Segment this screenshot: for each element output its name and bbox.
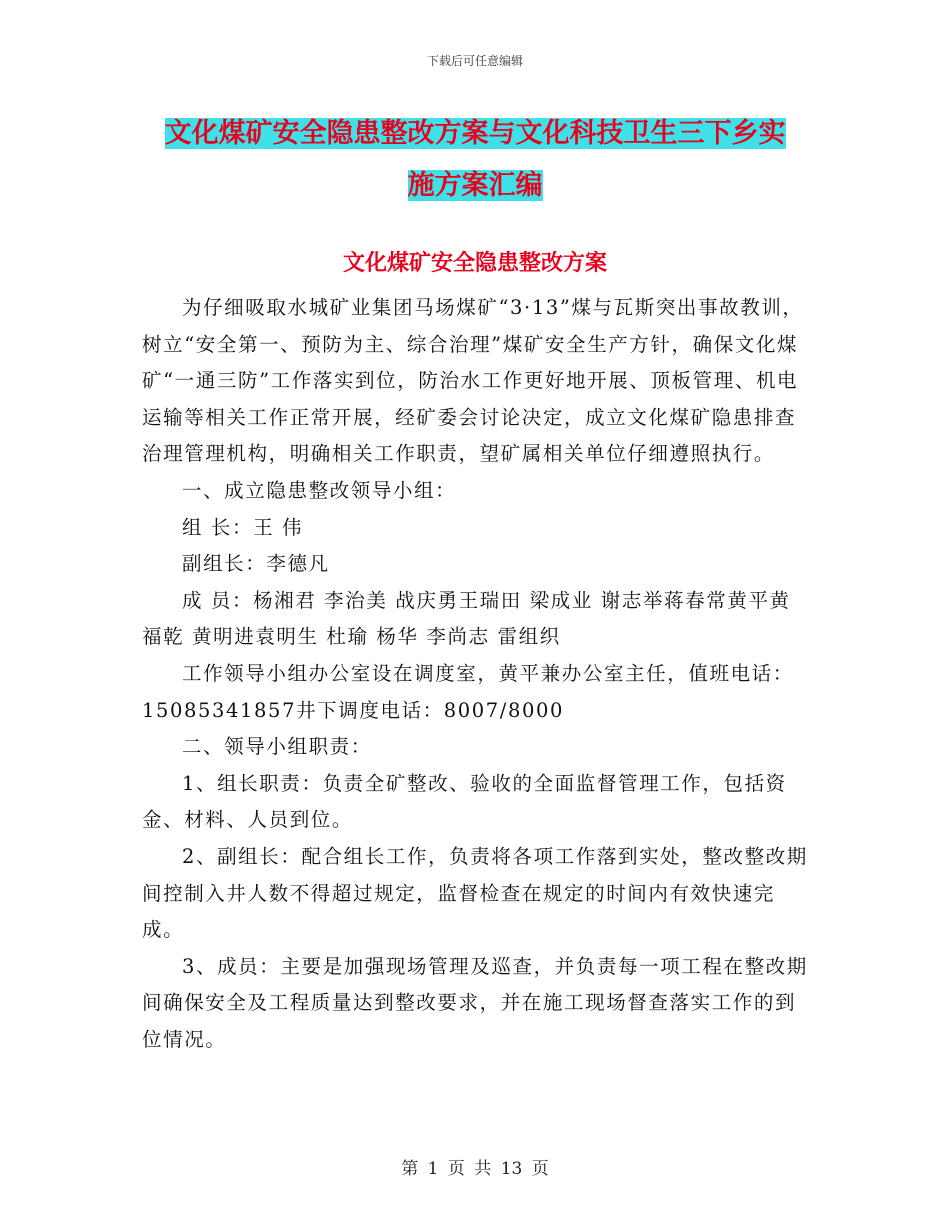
paragraph-duty-2: 2、副组长：配合组长工作，负责将各项工作落到实处，整改整改期间控制入井人数不得超过规定，监督检查在规定的时间内有效快速完成。 <box>142 844 808 942</box>
paragraph-duty-1: 1、组长职责：负责全矿整改、验收的全面监督管理工作，包括资金、材料、人员到位。 <box>142 771 787 832</box>
page-footer: 第 1 页 共 13 页 <box>401 1159 549 1179</box>
document-title <box>140 108 810 212</box>
document-title-line-1: 文化煤矿安全隐患整改方案与文化科技卫生三下乡实 <box>164 118 786 149</box>
paragraph-heading-1: 一、成立隐患整改领导小组： <box>181 478 457 502</box>
paragraph-members: 成 员：杨湘君 李治美 战庆勇王瑞田 梁成业 谢志举蒋春常黄平黄福乾 黄明进袁明生 杜瑜 杨华 李尚志 雷组织 <box>142 588 791 649</box>
page-header: 下载后可任意编辑 <box>426 54 523 68</box>
document-title-line-2: 施方案汇编 <box>407 170 543 201</box>
paragraph-deputy-leader: 副组长：李德凡 <box>181 552 330 576</box>
paragraph-intro: 为仔细吸取水城矿业集团马场煤矿“3·13”煤与瓦斯突出事故教训，树立“安全第一、预防为主、综合治理”煤矿安全生产方针，确保文化煤矿“一通三防”工作落实到位，防治水工作更好地开展、顶板管理、机电运输等相关工作正常开展，经矿委会讨论决定，成立文化煤矿隐患排查治理管理机构，明确相关工作职责，望矿属相关单位仔细遵照执行。 <box>142 296 804 466</box>
paragraph-leader: 组 长：王 伟 <box>181 515 304 539</box>
paragraph-office: 工作领导小组办公室设在调度室，黄平兼办公室主任，值班电话：15085341857井下调度电话：8007/8000 <box>142 661 794 722</box>
document-body <box>142 290 810 1058</box>
paragraph-heading-2: 二、领导小组职责： <box>181 735 372 759</box>
paragraph-duty-3: 3、成员：主要是加强现场管理及巡查，并负责每一项工程在整改期间确保安全及工程质量达到整改要求，并在施工现场督查落实工作的到位情况。 <box>142 954 808 1051</box>
section-title: 文化煤矿安全隐患整改方案 <box>342 250 607 276</box>
